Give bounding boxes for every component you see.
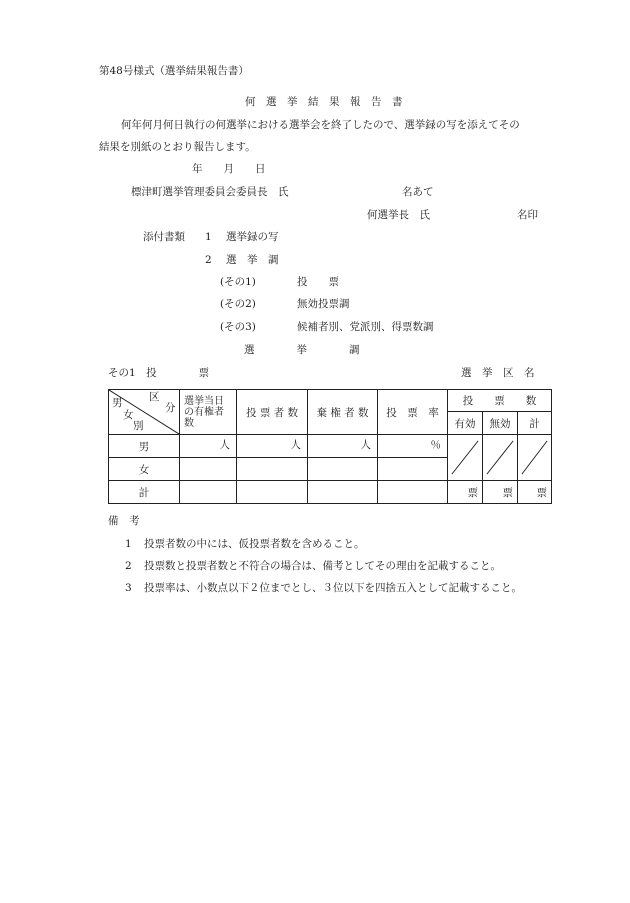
male-abstain-unit: 人 <box>308 435 378 458</box>
attachment-sub1: 投 票 <box>297 276 339 288</box>
header-invalid: 無効 <box>483 412 518 435</box>
corner-label-female: 女 <box>123 409 134 421</box>
corner-label-bun: 分 <box>165 402 176 414</box>
female-eligible-cell <box>180 458 237 481</box>
row-label-female: 女 <box>109 458 180 481</box>
attachment-sub1-number: (その1) <box>220 276 256 288</box>
district-label: 選 挙 区 名 <box>461 367 535 379</box>
total-votes-unit: 票 <box>518 481 552 504</box>
date-line: 年 月 日 <box>192 163 266 175</box>
header-abstain: 棄 権 者 数 <box>308 390 378 435</box>
header-corner-cell <box>109 390 180 435</box>
body-text-line1: 何年何月何日執行の何選挙における選挙会を終了したので、選挙録の写を添えてその <box>121 119 520 131</box>
valid-slash-cell <box>448 435 483 481</box>
total-rate-cell <box>378 481 448 504</box>
corner-label-male: 男 <box>112 397 123 409</box>
slash-line <box>518 435 551 480</box>
attachment-sub3-number: (その3) <box>220 321 256 333</box>
table-row-total <box>109 481 552 504</box>
note-3: 投票率は、小数点以下２位までとし、３位以下を四捨五入として記載すること。 <box>144 582 522 594</box>
table-label: その1 投 票 <box>108 367 210 379</box>
attachment-1: 選挙録の写 <box>226 231 279 243</box>
attachment-sub3: 候補者別、党派別、得票数調 <box>297 321 434 333</box>
male-rate-unit: ％ <box>378 435 448 458</box>
header-votes-total: 計 <box>518 412 552 435</box>
document-title: 何 選 挙 結 果 報 告 書 <box>245 96 403 108</box>
header-votes: 投 票 数 <box>448 390 552 412</box>
female-abstain-cell <box>308 458 378 481</box>
corner-label-betsu: 別 <box>133 420 144 432</box>
note-1: 投票者数の中には、仮投票者数を含めること。 <box>144 538 365 550</box>
body-text-line2: 結果を別紙のとおり報告します。 <box>99 141 256 153</box>
table-row-male <box>109 435 552 458</box>
header-eligible <box>180 390 237 435</box>
addressee-name: 名あて <box>402 186 434 198</box>
total-eligible-cell <box>180 481 237 504</box>
total-invalid-unit: 票 <box>483 481 518 504</box>
header-eligible-line3: 数 <box>184 417 194 429</box>
header-rate: 投 票 率 <box>378 390 448 435</box>
header-valid: 有効 <box>448 412 483 435</box>
corner-label-top: 区 <box>149 391 160 403</box>
notes-heading: 備 考 <box>108 515 140 527</box>
header-eligible-line2: の有権者 <box>184 406 224 418</box>
total-abstain-cell <box>308 481 378 504</box>
male-voters-unit: 人 <box>237 435 308 458</box>
attachment-1-number: 1 <box>205 231 212 243</box>
note-2: 投票数と投票者数と不符合の場合は、備考としてその理由を記載すること。 <box>144 560 501 572</box>
male-eligible-unit: 人 <box>180 435 237 458</box>
row-label-total: 計 <box>109 481 180 504</box>
invalid-slash-cell <box>483 435 518 481</box>
row-label-male: 男 <box>109 435 180 458</box>
header-voters: 投 票 者 数 <box>237 390 308 435</box>
note-1-number: 1 <box>125 538 132 550</box>
attachment-sub2: 無効投票調 <box>297 298 350 310</box>
note-2-number: 2 <box>125 560 132 572</box>
attachments-label: 添付書類 <box>143 231 185 243</box>
attachment-2: 選 挙 調 <box>226 254 279 266</box>
slash-line <box>483 435 517 480</box>
header-eligible-line1: 選挙当日 <box>184 395 224 407</box>
female-voters-cell <box>237 458 308 481</box>
addressee: 標津町選挙管理委員会委員長 氏 <box>131 186 289 198</box>
section-heading: 選 挙 調 <box>244 344 360 356</box>
total-valid-unit: 票 <box>448 481 483 504</box>
total-voters-cell <box>237 481 308 504</box>
slash-line <box>448 435 482 480</box>
attachment-2-number: 2 <box>205 254 212 266</box>
form-number: 第48号様式（選挙結果報告書） <box>99 65 249 77</box>
sender-name: 名印 <box>517 209 538 221</box>
total-slash-cell <box>518 435 552 481</box>
sender: 何選挙長 氏 <box>367 209 430 221</box>
attachment-sub2-number: (その2) <box>220 298 256 310</box>
note-3-number: 3 <box>125 582 132 594</box>
female-rate-cell <box>378 458 448 481</box>
vote-table <box>108 389 552 504</box>
